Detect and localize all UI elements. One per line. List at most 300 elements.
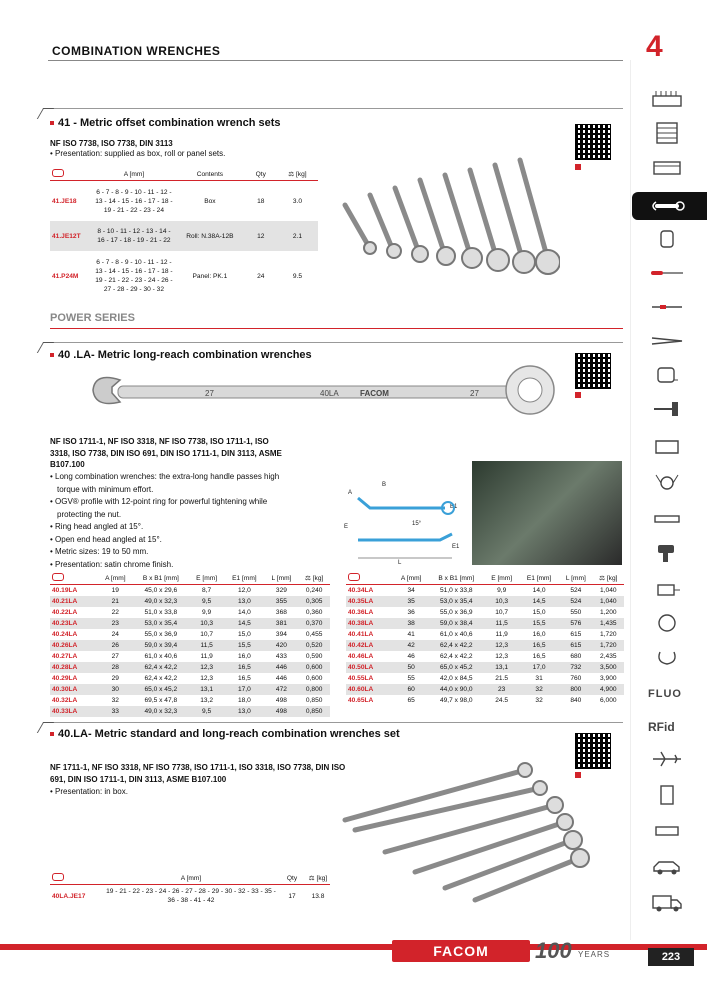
aircraft-icon[interactable]: [648, 748, 686, 770]
table-row: [346, 640, 624, 651]
value-cell: 13,2: [200, 697, 214, 704]
value-cell: 576: [559, 618, 592, 629]
table-row: [50, 885, 330, 908]
value-cell: 14,0: [237, 609, 251, 616]
dim-angle-label: 15°: [412, 521, 422, 527]
value-cell: 19: [111, 587, 119, 594]
facom-logo-icon: [50, 168, 93, 181]
value-cell: 0,240: [305, 587, 323, 594]
value-cell: 15,5: [224, 640, 264, 651]
contents-cell: Panel: PK.1: [192, 272, 228, 280]
col-e: E [mm]: [189, 572, 224, 585]
qty-cell: 17: [288, 892, 296, 900]
value-cell: 55: [407, 675, 415, 682]
value-cell: 61,0 x 40,6: [144, 653, 178, 660]
value-cell: 0,850: [305, 697, 323, 704]
value-cell: 46: [407, 653, 415, 660]
value-cell: 44,0 x 90,0: [428, 684, 484, 695]
value-cell: 381: [265, 618, 299, 629]
value-cell: 13,0: [224, 706, 264, 717]
bullet-line: • Open end head angled at 15°.: [50, 534, 162, 544]
col-weight: [306, 872, 330, 885]
value-cell: 62,4 x 42,2: [428, 640, 484, 651]
ref-cell: 40.65LA: [348, 697, 374, 704]
kg-cell: 9.5: [292, 272, 302, 280]
col-weight-label: [kg]: [295, 171, 307, 178]
header-rule: [48, 60, 623, 61]
col-e: E [mm]: [484, 572, 519, 585]
value-cell: 59,0 x 39,4: [133, 640, 189, 651]
value-cell: 3,900: [600, 675, 617, 682]
value-cell: 49,0 x 32,3: [133, 596, 189, 607]
section1-rule: [50, 108, 623, 109]
value-cell: 24: [111, 631, 119, 638]
value-cell: 10,3: [189, 618, 224, 629]
car-icon[interactable]: [648, 856, 686, 878]
col-a: A [mm]: [394, 572, 428, 585]
table-row: [50, 618, 330, 629]
hammer-icon[interactable]: [648, 398, 686, 420]
value-cell: 26: [98, 640, 133, 651]
value-cell: 498: [265, 706, 299, 717]
col-qty: Qty: [278, 872, 306, 885]
weight-icon: ⚖: [308, 875, 317, 882]
value-cell: 36: [407, 609, 415, 616]
table-row: [50, 585, 330, 597]
value-cell: 69,5 x 47,8: [144, 697, 178, 704]
col-e1: E1 [mm]: [224, 572, 264, 585]
table-row: [346, 695, 624, 706]
value-cell: 355: [265, 596, 299, 607]
kg-cell: 3.0: [292, 197, 302, 205]
col-bxb1: B x B1 [mm]: [428, 572, 484, 585]
value-cell: 34: [407, 587, 415, 594]
ref-cell: 40.22LA: [52, 609, 78, 616]
value-cell: 420: [265, 640, 299, 651]
sidebar-divider: [630, 60, 631, 940]
value-cell: 329: [275, 587, 287, 594]
page-number: 223: [648, 948, 694, 966]
value-cell: 35: [394, 596, 428, 607]
chapter-number: 4: [646, 30, 663, 63]
value-cell: 31: [535, 675, 543, 682]
value-cell: 12,3: [189, 662, 224, 673]
truck-icon[interactable]: [648, 892, 686, 914]
pliers-icon[interactable]: [648, 330, 686, 352]
safety-icon[interactable]: [648, 612, 686, 634]
value-cell: 50: [394, 662, 428, 673]
kg-cell: 2.1: [277, 221, 318, 251]
value-cell: 62,4 x 42,2: [133, 662, 189, 673]
ref-cell: 41.JE18: [52, 197, 77, 205]
table-row: [50, 695, 330, 706]
value-cell: 18,0: [237, 697, 251, 704]
ref-cell: 41.P24M: [52, 272, 79, 280]
wrench-set-image: [330, 150, 560, 275]
value-cell: 368: [275, 609, 287, 616]
value-cell: 49,0 x 32,3: [133, 706, 189, 717]
col-a: A [mm]: [93, 168, 175, 181]
value-cell: 60: [394, 684, 428, 695]
table-row: [50, 640, 330, 651]
value-cell: 9,5: [189, 706, 224, 717]
tool-cabinet-icon[interactable]: [648, 122, 686, 144]
table-row: [346, 618, 624, 629]
qty-cell: 24: [257, 272, 265, 280]
value-cell: 472: [265, 684, 299, 695]
a-cell: 8 - 10 - 11 - 12 - 13 - 14 - 16 - 17 - 18 - 19 - 21 - 22: [93, 221, 175, 251]
value-cell: 0,850: [298, 706, 330, 717]
value-cell: 680: [570, 653, 582, 660]
value-cell: 9,5: [189, 596, 224, 607]
ref-cell: 40.55LA: [348, 675, 374, 682]
electrical-icon[interactable]: [648, 784, 686, 806]
table-row: [50, 221, 318, 251]
value-cell: 33: [98, 706, 133, 717]
table-row: [346, 684, 624, 695]
value-cell: 22: [111, 609, 119, 616]
value-cell: 12,0: [237, 587, 251, 594]
value-cell: 32: [535, 697, 543, 704]
value-cell: 1,720: [593, 640, 624, 651]
ref-cell: 40.38LA: [346, 618, 394, 629]
screwdriver-icon[interactable]: [648, 262, 686, 284]
col-weight: [277, 168, 318, 181]
value-cell: 55,0 x 36,9: [144, 631, 178, 638]
value-cell: 9,9: [497, 587, 507, 594]
section3-rule: [50, 722, 623, 723]
value-cell: 800: [559, 684, 592, 695]
value-cell: 11,9: [495, 631, 508, 638]
value-cell: 12,3: [495, 653, 509, 660]
bit-tool-icon[interactable]: [648, 296, 686, 318]
section2-bullets: [50, 471, 290, 571]
dim-l-label: L: [398, 560, 402, 566]
ref-cell: 40.19LA: [52, 587, 78, 594]
power-series-label: POWER SERIES: [50, 312, 135, 324]
dim-e1-label: E1: [452, 544, 460, 550]
value-cell: 0,600: [298, 662, 330, 673]
contents-cell: Box: [204, 197, 216, 205]
value-cell: 28: [98, 662, 133, 673]
col-a: A [mm]: [104, 872, 278, 885]
wrench-mark-model: 40LA: [320, 389, 339, 398]
bullet-line: • Long combination wrenches: the extra-long handle passes high: [50, 472, 280, 481]
ref-cell: 40.50LA: [346, 662, 394, 673]
value-cell: 13,1: [189, 684, 224, 695]
value-cell: 15,0: [237, 631, 251, 638]
value-cell: 550: [570, 609, 582, 616]
value-cell: 2,435: [600, 653, 617, 660]
table-row: [50, 651, 330, 662]
ref-cell: 40.60LA: [346, 684, 394, 695]
value-cell: 15,0: [532, 609, 546, 616]
col-weight: [298, 572, 330, 585]
value-cell: 1,435: [593, 618, 624, 629]
value-cell: 16,5: [519, 640, 559, 651]
value-cell: 29: [111, 675, 119, 682]
value-cell: 498: [275, 697, 287, 704]
value-cell: 840: [570, 697, 582, 704]
col-a: A [mm]: [98, 572, 133, 585]
value-cell: 41: [407, 631, 415, 638]
col-weight: [593, 572, 624, 585]
qty-cell: 18: [257, 197, 265, 205]
value-cell: 0,590: [305, 653, 323, 660]
value-cell: 3,500: [593, 662, 624, 673]
hacksaw-icon[interactable]: [648, 436, 686, 458]
section3-bullet: • Presentation: in box.: [50, 787, 128, 796]
value-cell: 51,0 x 33,8: [144, 609, 178, 616]
section2-table-left: [50, 572, 330, 717]
table-row: [346, 629, 624, 640]
value-cell: 615: [570, 631, 582, 638]
ref-cell: 40.32LA: [52, 697, 78, 704]
table-row: [50, 607, 330, 618]
qty-cell: 12: [245, 221, 277, 251]
wrench-mark-size-left: 27: [205, 389, 214, 398]
table-row: [50, 181, 318, 222]
value-cell: 433: [275, 653, 287, 660]
power-series-rule: [50, 328, 623, 329]
value-cell: 14,5: [519, 596, 559, 607]
table-row: [346, 662, 624, 673]
col-qty: Qty: [245, 168, 277, 181]
a-cell: 6 - 7 - 8 - 9 - 10 - 11 - 12 - 13 - 14 - 15 - 16 - 17 - 18 - 19 - 21 - 22 - 23 - 24 - 26 - 27 - 28 - 29 - 30 - 32: [95, 259, 173, 293]
value-cell: 53,0 x 35,4: [428, 596, 484, 607]
value-cell: 615: [559, 640, 592, 651]
section1-title: [50, 117, 281, 129]
puller-icon[interactable]: [648, 472, 686, 494]
kg-cell: 13.8: [311, 892, 325, 900]
value-cell: 62,4 x 42,2: [144, 675, 178, 682]
value-cell: 4,900: [593, 684, 624, 695]
contents-cell: Roll: N.38A-12B: [175, 221, 245, 251]
sidebar-rfid[interactable]: RFid: [648, 720, 675, 734]
col-bxb1: B x B1 [mm]: [133, 572, 189, 585]
ref-cell: 40.24LA: [52, 631, 78, 638]
wrench-icon[interactable]: [648, 195, 686, 217]
qr-code[interactable]: [575, 733, 611, 769]
qr-marker: [575, 164, 581, 170]
value-cell: 1,720: [600, 631, 617, 638]
section2-table-right: [346, 572, 624, 706]
value-cell: 12,3: [484, 640, 519, 651]
bullet-line: • Metric sizes: 19 to 50 mm.: [50, 547, 149, 556]
ref-cell: 40.30LA: [50, 684, 98, 695]
section3-title-text: 40.LA- Metric standard and long-reach combination wrenches set: [58, 728, 400, 740]
value-cell: 13,1: [484, 662, 519, 673]
section1-bullet: • Presentation: supplied as box, roll or panel sets.: [50, 149, 226, 158]
col-contents: Contents: [175, 168, 245, 181]
section1-table: [50, 168, 318, 301]
ref-cell: 40.46LA: [348, 653, 374, 660]
value-cell: 38: [394, 618, 428, 629]
value-cell: 65: [407, 697, 415, 704]
value-cell: 14,0: [532, 587, 546, 594]
qr-marker: [575, 392, 581, 398]
value-cell: 30: [98, 684, 133, 695]
value-cell: 55,0 x 36,9: [439, 609, 473, 616]
sidebar-fluo[interactable]: FLUO: [648, 688, 682, 700]
value-cell: 24.5: [495, 697, 509, 704]
value-cell: 394: [275, 631, 287, 638]
table-row: [50, 706, 330, 717]
value-cell: 0,800: [298, 684, 330, 695]
value-cell: 16,5: [237, 675, 251, 682]
ref-cell: 40.27LA: [52, 653, 78, 660]
tool-set-icon[interactable]: [648, 88, 686, 110]
a-cell: 6 - 7 - 8 - 9 - 10 - 11 - 12 - 13 - 14 - 15 - 16 - 17 - 18 - 19 - 21 - 22 - 23 - 24: [95, 188, 173, 214]
value-cell: 732: [559, 662, 592, 673]
table-row: [50, 629, 330, 640]
ref-cell: 40.34LA: [348, 587, 374, 594]
facom-logo-text: FACOM: [433, 943, 489, 959]
section2-rule: [50, 342, 623, 343]
tape-measure-icon[interactable]: [648, 364, 686, 386]
value-cell: 13,0: [224, 596, 264, 607]
long-wrench-image: [90, 360, 560, 420]
value-cell: 49,7 x 98,0: [439, 697, 473, 704]
value-cell: 16,0: [237, 653, 251, 660]
value-cell: 1,200: [600, 609, 617, 616]
toolbox-icon[interactable]: [648, 156, 686, 178]
ref-cell: 40.26LA: [50, 640, 98, 651]
electrical-tester-icon[interactable]: [648, 508, 686, 530]
wrench-mark-size-right: 27: [470, 389, 479, 398]
facom-logo: [392, 940, 530, 962]
wrench-set-image-2: [325, 760, 595, 910]
col-l: L [mm]: [559, 572, 592, 585]
section1-title-text: 41 - Metric offset combination wrench sets: [58, 117, 281, 129]
ref-cell: 40.35LA: [346, 596, 394, 607]
value-cell: 11,5: [189, 640, 224, 651]
years-label: YEARS: [578, 950, 611, 959]
value-cell: 61,0 x 40,6: [439, 631, 473, 638]
bullet-line: • OGV® profile with 12-point ring for powerful tightening while: [50, 497, 268, 506]
ref-cell: 40.36LA: [348, 609, 374, 616]
col-l: L [mm]: [265, 572, 299, 585]
qr-code[interactable]: [575, 353, 611, 389]
dim-a-label: A: [348, 490, 353, 496]
value-cell: 23: [484, 684, 519, 695]
socket-icon[interactable]: [648, 228, 686, 250]
wrench-mark-brand: FACOM: [360, 389, 389, 398]
a-cell: 19 - 21 - 22 - 23 - 24 - 26 - 27 - 28 - 29 - 30 - 32 - 33 - 35 - 36 - 38 - 41 - 42: [106, 888, 276, 904]
ref-cell: 40.28LA: [50, 662, 98, 673]
value-cell: 42,0 x 84,5: [439, 675, 473, 682]
value-cell: 21: [98, 596, 133, 607]
ref-cell: 40.23LA: [50, 618, 98, 629]
table-row: [50, 596, 330, 607]
col-weight-label: [kg]: [606, 575, 618, 582]
value-cell: 59,0 x 38,4: [428, 618, 484, 629]
value-cell: 0,520: [298, 640, 330, 651]
value-cell: 51,0 x 33,8: [439, 587, 473, 594]
value-cell: 32: [519, 684, 559, 695]
value-cell: 446: [265, 662, 299, 673]
value-cell: 53,0 x 35,4: [133, 618, 189, 629]
ref-cell: 40.29LA: [52, 675, 78, 682]
value-cell: 1,040: [600, 587, 617, 594]
bullet-line: • Ring head angled at 15°.: [50, 522, 144, 531]
section3-title: [50, 728, 400, 740]
table-row: [50, 251, 318, 301]
value-cell: 10,3: [484, 596, 519, 607]
table-row: [346, 596, 624, 607]
impact-wrench-icon[interactable]: [648, 542, 686, 564]
value-cell: 15,5: [519, 618, 559, 629]
table-row: [346, 673, 624, 684]
page-title: COMBINATION WRENCHES: [52, 44, 221, 58]
value-cell: 0,360: [305, 609, 323, 616]
value-cell: 65,0 x 45,2: [428, 662, 484, 673]
value-cell: 9,9: [202, 609, 212, 616]
value-cell: 45,0 x 29,6: [144, 587, 178, 594]
section3-standards: NF 1711-1, NF ISO 3318, NF ISO 7738, ISO 1711-1, ISO 3318, ISO 7738, DIN ISO 691, DIN ISO 1711-1, DIN 3113, ASME B107.100: [50, 763, 346, 784]
value-cell: 6,000: [600, 697, 617, 704]
value-cell: 17,0: [519, 662, 559, 673]
value-cell: 65,0 x 45,2: [133, 684, 189, 695]
facom-logo-icon: [346, 572, 394, 585]
value-cell: 0,455: [305, 631, 323, 638]
value-cell: 14,5: [224, 618, 264, 629]
section2-standards: NF ISO 1711-1, NF ISO 3318, NF ISO 7738, ISO 1711-1, ISO 3318, ISO 7738, DIN ISO 691, DIN ISO 1711-1, DIN 3113, ASME B107.100: [50, 437, 282, 469]
value-cell: 16,0: [532, 631, 546, 638]
ref-cell: 40.41LA: [348, 631, 374, 638]
value-cell: 1,040: [593, 596, 624, 607]
value-cell: 10,7: [200, 631, 214, 638]
value-cell: 524: [559, 596, 592, 607]
dim-e-label: E: [344, 524, 349, 530]
weight-icon: ⚖: [599, 575, 607, 582]
value-cell: 16,5: [532, 653, 546, 660]
bullet-line: protecting the nut.: [57, 509, 122, 519]
qr-marker: [575, 772, 581, 778]
value-cell: 760: [570, 675, 582, 682]
value-cell: 12,3: [200, 675, 214, 682]
col-e1: E1 [mm]: [519, 572, 559, 585]
value-cell: 32: [111, 697, 119, 704]
weight-icon: ⚖: [304, 575, 313, 582]
lanyard-icon[interactable]: [648, 646, 686, 668]
value-cell: 524: [570, 587, 582, 594]
value-cell: 8,7: [202, 587, 212, 594]
facom-logo-icon: [50, 872, 104, 885]
ref-cell: 40LA.JE17: [52, 892, 86, 900]
value-cell: 62,4 x 42,2: [439, 653, 473, 660]
qr-code[interactable]: [575, 124, 611, 160]
ref-cell: 40.42LA: [346, 640, 394, 651]
value-cell: 23: [98, 618, 133, 629]
table-row: [50, 662, 330, 673]
vise-icon[interactable]: [648, 578, 686, 600]
hundred-years-logo: 100: [535, 938, 572, 963]
value-cell: 17,0: [224, 684, 264, 695]
col-weight-label: [kg]: [312, 575, 324, 582]
section2-title-text: 40 .LA- Metric long-reach combination wrenches: [58, 349, 312, 361]
value-cell: 11,9: [200, 653, 213, 660]
ref-cell: 40.33LA: [50, 706, 98, 717]
connector-icon[interactable]: [648, 820, 686, 842]
value-cell: 0,305: [298, 596, 330, 607]
table-row: [346, 651, 624, 662]
value-cell: 42: [394, 640, 428, 651]
dimension-diagram: [340, 478, 465, 570]
ref-cell: 41.JE12T: [50, 221, 93, 251]
value-cell: 10,7: [495, 609, 509, 616]
facom-logo-icon: [50, 572, 98, 585]
